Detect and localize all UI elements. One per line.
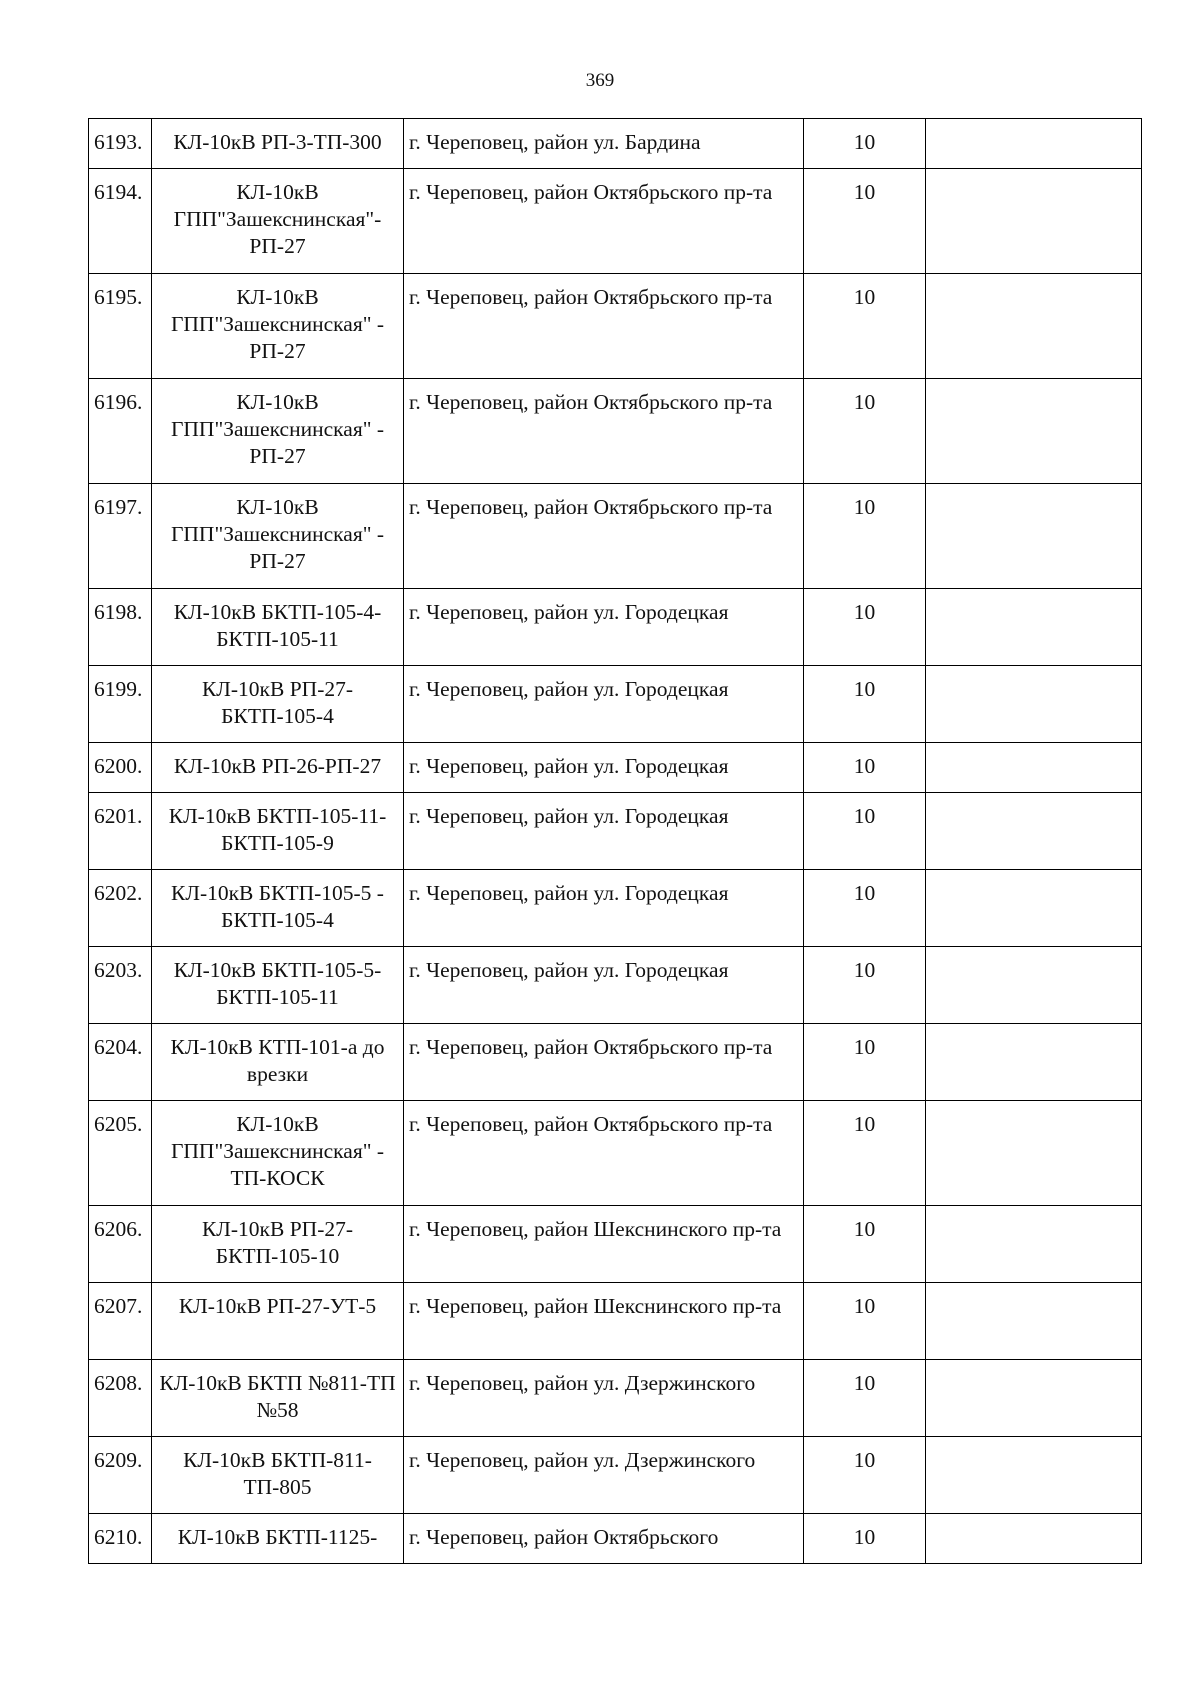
line-name-cell: КЛ-10кВ БКТП-1125- — [152, 1514, 404, 1564]
page-number: 369 — [585, 70, 615, 91]
line-name-cell: КЛ-10кВ БКТП-105-5-БКТП-105-11 — [152, 947, 404, 1024]
location-cell: г. Череповец, район ул. Дзержинского — [404, 1437, 804, 1514]
voltage-cell: 10 — [804, 119, 926, 169]
table-row — [89, 1514, 1142, 1564]
voltage-cell: 10 — [804, 1024, 926, 1101]
row-number-cell: 6193. — [89, 119, 152, 169]
table-row — [89, 274, 1142, 379]
row-number-cell: 6209. — [89, 1437, 152, 1514]
location-cell: г. Череповец, район Шекснинского пр-та — [404, 1283, 804, 1360]
line-name-cell: КЛ-10кВ БКТП-811-ТП-805 — [152, 1437, 404, 1514]
registry-table-body — [89, 119, 1142, 1564]
note-cell — [926, 1514, 1142, 1564]
note-cell — [926, 1437, 1142, 1514]
line-name-cell: КЛ-10кВ ГПП"Зашекснинская" - РП-27 — [152, 484, 404, 589]
table-row — [89, 666, 1142, 743]
note-cell — [926, 793, 1142, 870]
location-cell: г. Череповец, район ул. Городецкая — [404, 743, 804, 793]
note-cell — [926, 1101, 1142, 1206]
voltage-cell: 10 — [804, 379, 926, 484]
row-number-cell: 6207. — [89, 1283, 152, 1360]
table-row — [89, 870, 1142, 947]
note-cell — [926, 1283, 1142, 1360]
location-cell: г. Череповец, район ул. Дзержинского — [404, 1360, 804, 1437]
line-name-cell: КЛ-10кВ ГПП"Зашекснинская" - ТП-КОСК — [152, 1101, 404, 1206]
location-cell: г. Череповец, район ул. Городецкая — [404, 666, 804, 743]
table-row — [89, 169, 1142, 274]
location-cell: г. Череповец, район Октябрьского пр-та — [404, 379, 804, 484]
location-cell: г. Череповец, район Октябрьского пр-та — [404, 274, 804, 379]
cable-line-registry-table — [88, 118, 1142, 1564]
location-cell: г. Череповец, район ул. Городецкая — [404, 793, 804, 870]
table-row — [89, 1283, 1142, 1360]
note-cell — [926, 1206, 1142, 1283]
line-name-cell: КЛ-10кВ БКТП-105-5 - БКТП-105-4 — [152, 870, 404, 947]
note-cell — [926, 1360, 1142, 1437]
line-name-cell: КЛ-10кВ РП-27-БКТП-105-10 — [152, 1206, 404, 1283]
location-cell: г. Череповец, район ул. Городецкая — [404, 947, 804, 1024]
table-row — [89, 1206, 1142, 1283]
table-row — [89, 1437, 1142, 1514]
row-number-cell: 6196. — [89, 379, 152, 484]
row-number-cell: 6194. — [89, 169, 152, 274]
line-name-cell: КЛ-10кВ РП-27-УТ-5 — [152, 1283, 404, 1360]
voltage-cell: 10 — [804, 1206, 926, 1283]
table-row — [89, 484, 1142, 589]
voltage-cell: 10 — [804, 947, 926, 1024]
voltage-cell: 10 — [804, 1514, 926, 1564]
line-name-cell: КЛ-10кВ ГПП"Зашекснинская" - РП-27 — [152, 379, 404, 484]
table-row — [89, 1360, 1142, 1437]
table-row — [89, 793, 1142, 870]
location-cell: г. Череповец, район ул. Городецкая — [404, 870, 804, 947]
table-row — [89, 589, 1142, 666]
note-cell — [926, 169, 1142, 274]
voltage-cell: 10 — [804, 169, 926, 274]
row-number-cell: 6197. — [89, 484, 152, 589]
voltage-cell: 10 — [804, 1360, 926, 1437]
voltage-cell: 10 — [804, 793, 926, 870]
table-row — [89, 947, 1142, 1024]
row-number-cell: 6205. — [89, 1101, 152, 1206]
note-cell — [926, 743, 1142, 793]
note-cell — [926, 379, 1142, 484]
row-number-cell: 6210. — [89, 1514, 152, 1564]
note-cell — [926, 589, 1142, 666]
location-cell: г. Череповец, район Октябрьского пр-та — [404, 1024, 804, 1101]
location-cell: г. Череповец, район Октябрьского — [404, 1514, 804, 1564]
line-name-cell: КЛ-10кВ РП-3-ТП-300 — [152, 119, 404, 169]
location-cell: г. Череповец, район ул. Бардина — [404, 119, 804, 169]
line-name-cell: КЛ-10кВ КТП-101-а до врезки — [152, 1024, 404, 1101]
note-cell — [926, 1024, 1142, 1101]
table-row — [89, 1024, 1142, 1101]
table-row — [89, 1101, 1142, 1206]
voltage-cell: 10 — [804, 870, 926, 947]
row-number-cell: 6208. — [89, 1360, 152, 1437]
line-name-cell: КЛ-10кВ БКТП-105-4-БКТП-105-11 — [152, 589, 404, 666]
row-number-cell: 6200. — [89, 743, 152, 793]
row-number-cell: 6201. — [89, 793, 152, 870]
row-number-cell: 6195. — [89, 274, 152, 379]
voltage-cell: 10 — [804, 666, 926, 743]
line-name-cell: КЛ-10кВ БКТП-105-11-БКТП-105-9 — [152, 793, 404, 870]
note-cell — [926, 484, 1142, 589]
line-name-cell: КЛ-10кВ ГПП"Зашекснинская" - РП-27 — [152, 274, 404, 379]
location-cell: г. Череповец, район Октябрьского пр-та — [404, 1101, 804, 1206]
line-name-cell: КЛ-10кВ ГПП"Зашекснинская"-РП-27 — [152, 169, 404, 274]
voltage-cell: 10 — [804, 589, 926, 666]
voltage-cell: 10 — [804, 484, 926, 589]
table-row — [89, 119, 1142, 169]
row-number-cell: 6203. — [89, 947, 152, 1024]
table-row — [89, 743, 1142, 793]
location-cell: г. Череповец, район Октябрьского пр-та — [404, 484, 804, 589]
row-number-cell: 6202. — [89, 870, 152, 947]
row-number-cell: 6199. — [89, 666, 152, 743]
note-cell — [926, 870, 1142, 947]
note-cell — [926, 666, 1142, 743]
location-cell: г. Череповец, район Октябрьского пр-та — [404, 169, 804, 274]
table-row — [89, 379, 1142, 484]
voltage-cell: 10 — [804, 1437, 926, 1514]
note-cell — [926, 947, 1142, 1024]
voltage-cell: 10 — [804, 1283, 926, 1360]
note-cell — [926, 119, 1142, 169]
row-number-cell: 6198. — [89, 589, 152, 666]
note-cell — [926, 274, 1142, 379]
line-name-cell: КЛ-10кВ РП-27-БКТП-105-4 — [152, 666, 404, 743]
location-cell: г. Череповец, район Шекснинского пр-та — [404, 1206, 804, 1283]
voltage-cell: 10 — [804, 743, 926, 793]
voltage-cell: 10 — [804, 274, 926, 379]
voltage-cell: 10 — [804, 1101, 926, 1206]
line-name-cell: КЛ-10кВ РП-26-РП-27 — [152, 743, 404, 793]
row-number-cell: 6204. — [89, 1024, 152, 1101]
row-number-cell: 6206. — [89, 1206, 152, 1283]
location-cell: г. Череповец, район ул. Городецкая — [404, 589, 804, 666]
line-name-cell: КЛ-10кВ БКТП №811-ТП №58 — [152, 1360, 404, 1437]
